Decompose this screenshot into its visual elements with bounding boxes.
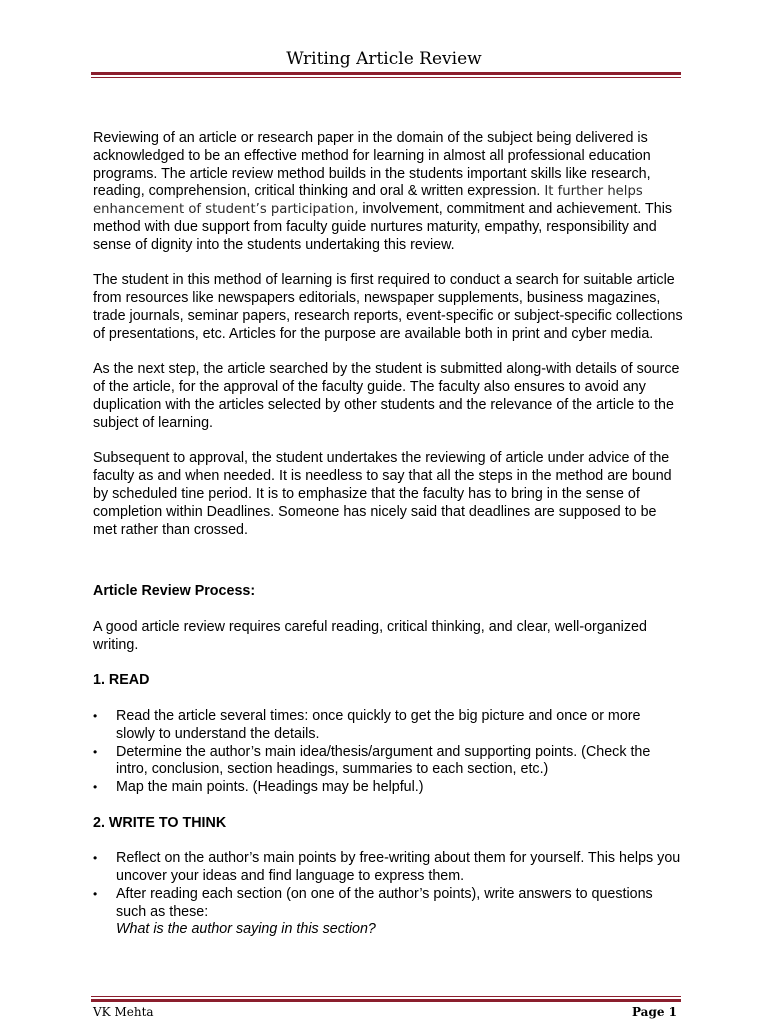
list-item: • Determine the author’s main idea/thesis/argument and supporting points. (Check the intro, conclusion, section headings, summaries to each section, etc.): [93, 744, 683, 780]
list-item: • Reflect on the author’s main points by free-writing about them for yourself. This helps you uncover your ideas and find language to express them.: [93, 850, 683, 886]
document-body: [93, 130, 683, 957]
footer-page-number: Page 1: [631, 1005, 677, 1019]
read-list: [93, 708, 683, 797]
list-item-text: After reading each section (on one of the author’s points), write answers to questions such as these:: [116, 885, 653, 920]
list-item: • Read the article several times: once quickly to get the big picture and once or more slowly to understand the details.: [93, 708, 683, 744]
footer-author: VK Mehta: [93, 1005, 154, 1019]
intro-text-variant: It further helps enhancement of student’s participation,: [93, 184, 643, 218]
intro-paragraph: [93, 130, 683, 255]
intro-text: Reviewing of an article or research paper in the domain of the subject being delivered is acknowledged to be an effective method for learning in almost all professional education programs. The article review method builds in the students important skills like research, reading, comprehension, critical thinking and oral & written expression.: [93, 130, 651, 200]
process-heading: Article Review Process:: [93, 583, 256, 600]
process-intro: A good article review requires careful reading, critical thinking, and clear, well-organized writing.: [93, 618, 647, 653]
intro-text-continued: involvement, commitment and achievement. This method with due support from faculty guide nurtures maturity, empathy, responsibility and sense of dignity into the students undertaking this review.: [93, 201, 673, 253]
deadline-paragraph: Subsequent to approval, the student undertakes the reviewing of article under advice of the faculty as and when needed. It is needless to say that all the steps in the method are bound by scheduled tine period. It is to emphasize that the faculty has to bring in the sense of completion within Deadlines. Someone has nicely said that deadlines are supposed to be met rather than crossed.: [93, 450, 672, 538]
approval-paragraph: As the next step, the article searched by the student is submitted along-with details of source of the article, for the approval of the faculty guide. The faculty also ensures to avoid any duplication with the articles selected by other students and the relevance of the article to the subject of learning.: [93, 361, 680, 431]
section-read-heading: 1. READ: [93, 672, 150, 689]
footer-rule-thin: [91, 996, 681, 997]
list-item: [93, 886, 683, 939]
list-item: • Map the main points. (Headings may be helpful.): [93, 779, 683, 797]
search-paragraph: The student in this method of learning is first required to conduct a search for suitable article from resources like newspapers editorials, newspaper supplements, business magazines, trade journals, seminar papers, research reports, event-specific or subject-specific collections of presentations, etc. Articles for the purpose are available both in print and cyber media.: [93, 272, 683, 342]
footer-rule-thick: [91, 999, 681, 1002]
header-rule-thick: [91, 72, 681, 75]
question-text: What is the author saying in this section?: [116, 921, 376, 938]
write-list: [93, 850, 683, 939]
section-write-heading: 2. WRITE TO THINK: [93, 814, 227, 831]
page-title: Writing Article Review: [286, 49, 482, 69]
header-rule-thin: [91, 77, 681, 78]
